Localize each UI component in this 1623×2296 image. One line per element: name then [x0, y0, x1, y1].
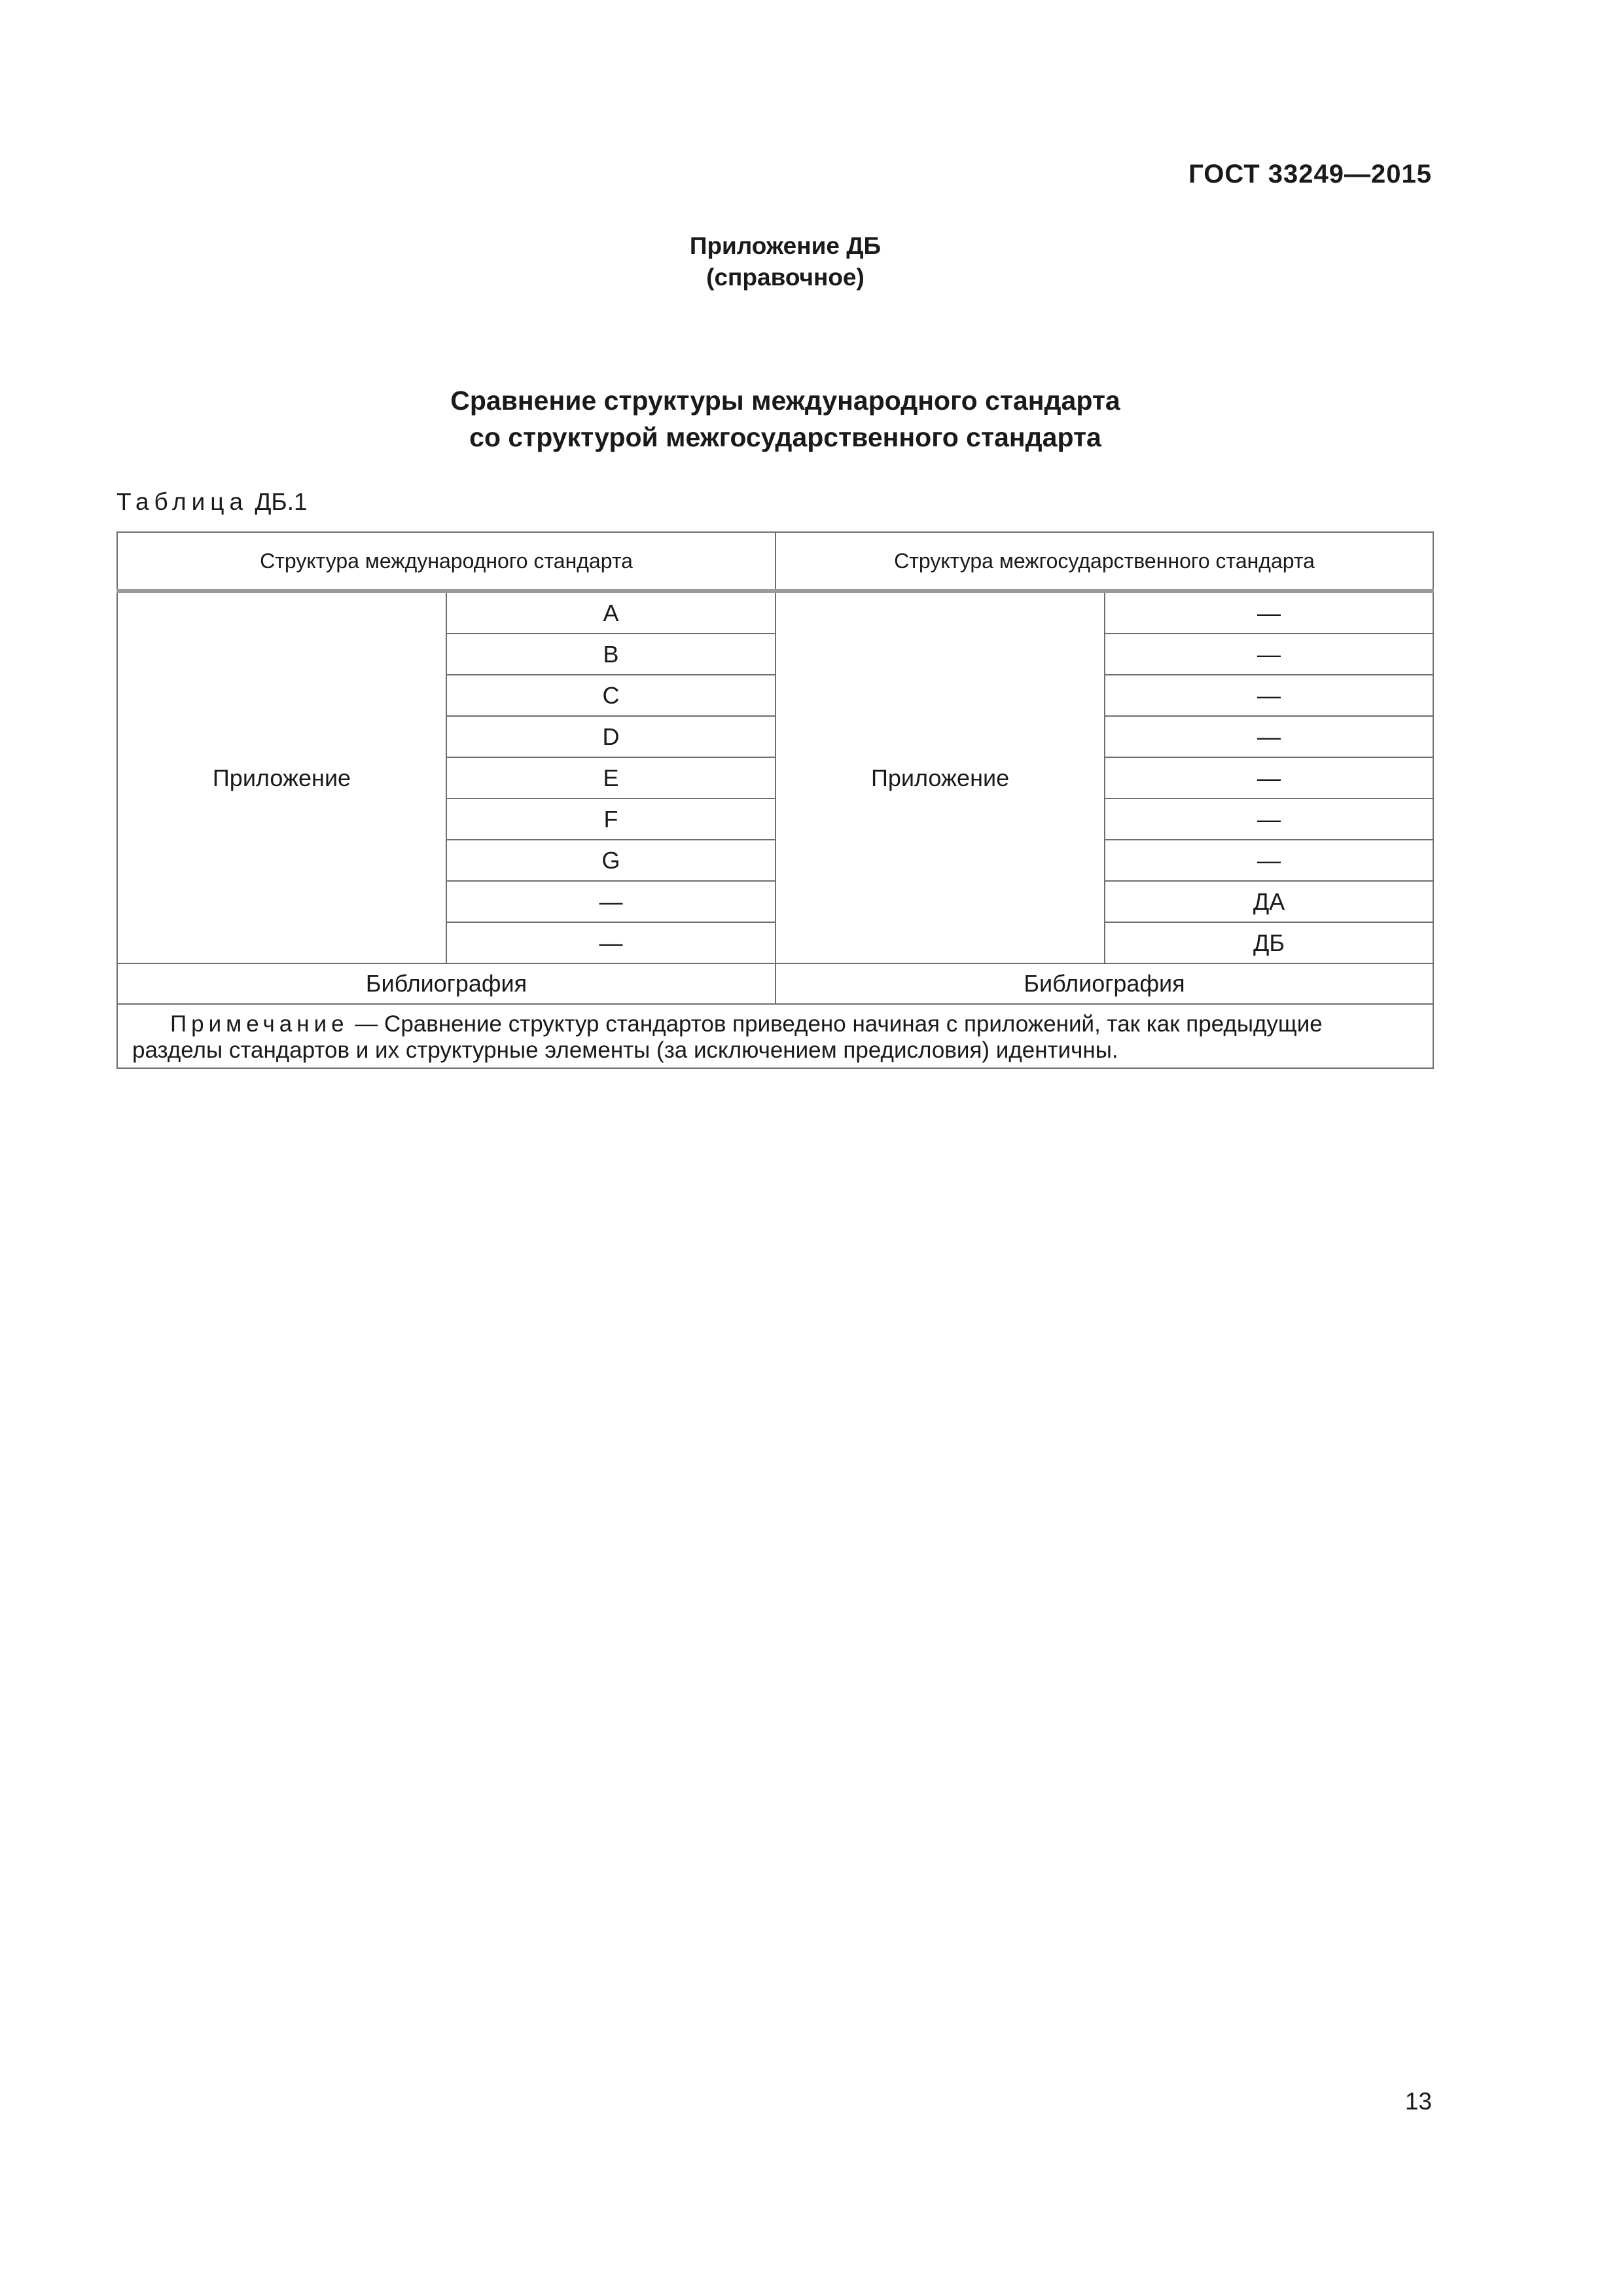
- international-annex-label: Приложение: [117, 591, 446, 963]
- section-heading-line2: со структурой межгосударственного стандарта: [469, 422, 1101, 452]
- international-annex-cell: G: [446, 840, 776, 881]
- page-number: 13: [1404, 2088, 1432, 2115]
- table-header-row: [117, 532, 1433, 591]
- international-annex-cell: D: [446, 716, 776, 757]
- international-annex-cell: C: [446, 675, 776, 716]
- table-caption-label: Таблица: [116, 488, 249, 515]
- annex-title-line1: Приложение ДБ: [689, 232, 882, 259]
- table-row: [117, 591, 1433, 634]
- table-note: [117, 1004, 1433, 1068]
- international-annex-cell: E: [446, 757, 776, 798]
- interstate-annex-cell: —: [1105, 716, 1433, 757]
- interstate-annex-cell: ДБ: [1105, 922, 1433, 963]
- international-annex-cell: —: [446, 922, 776, 963]
- annex-title-line2: (справочное): [706, 264, 865, 291]
- table-note-label: Примечание: [170, 1011, 349, 1037]
- international-annex-cell: —: [446, 881, 776, 922]
- international-annex-cell: F: [446, 798, 776, 840]
- bibliography-international: Библиография: [117, 963, 776, 1004]
- interstate-annex-cell: —: [1105, 757, 1433, 798]
- bibliography-interstate: Библиография: [776, 963, 1433, 1004]
- table-note-text: — Сравнение структур стандартов приведено начиная с приложений, так как предыдущие разделы стандартов и их структурные элементы (за исключением предисловия) идентичны.: [132, 1011, 1323, 1063]
- international-annex-cell: B: [446, 634, 776, 675]
- bibliography-row: [117, 963, 1433, 1004]
- column-header-interstate: Структура межгосударственного стандарта: [776, 532, 1433, 591]
- interstate-annex-label: Приложение: [776, 591, 1105, 963]
- annex-title: [0, 230, 1571, 293]
- structure-comparison-table: [116, 531, 1434, 1069]
- interstate-annex-cell: —: [1105, 634, 1433, 675]
- interstate-annex-cell: —: [1105, 675, 1433, 716]
- section-heading: [0, 382, 1571, 456]
- interstate-annex-cell: —: [1105, 840, 1433, 881]
- interstate-annex-cell: —: [1105, 591, 1433, 634]
- section-heading-line1: Сравнение структуры международного стандарта: [450, 386, 1120, 416]
- column-header-international: Структура международного стандарта: [117, 532, 776, 591]
- note-row: [117, 1004, 1433, 1068]
- interstate-annex-cell: —: [1105, 798, 1433, 840]
- table-caption: [116, 488, 308, 516]
- international-annex-cell: A: [446, 591, 776, 634]
- interstate-annex-cell: ДА: [1105, 881, 1433, 922]
- table-caption-number: ДБ.1: [248, 488, 308, 515]
- document-code: ГОСТ 33249—2015: [1188, 160, 1432, 188]
